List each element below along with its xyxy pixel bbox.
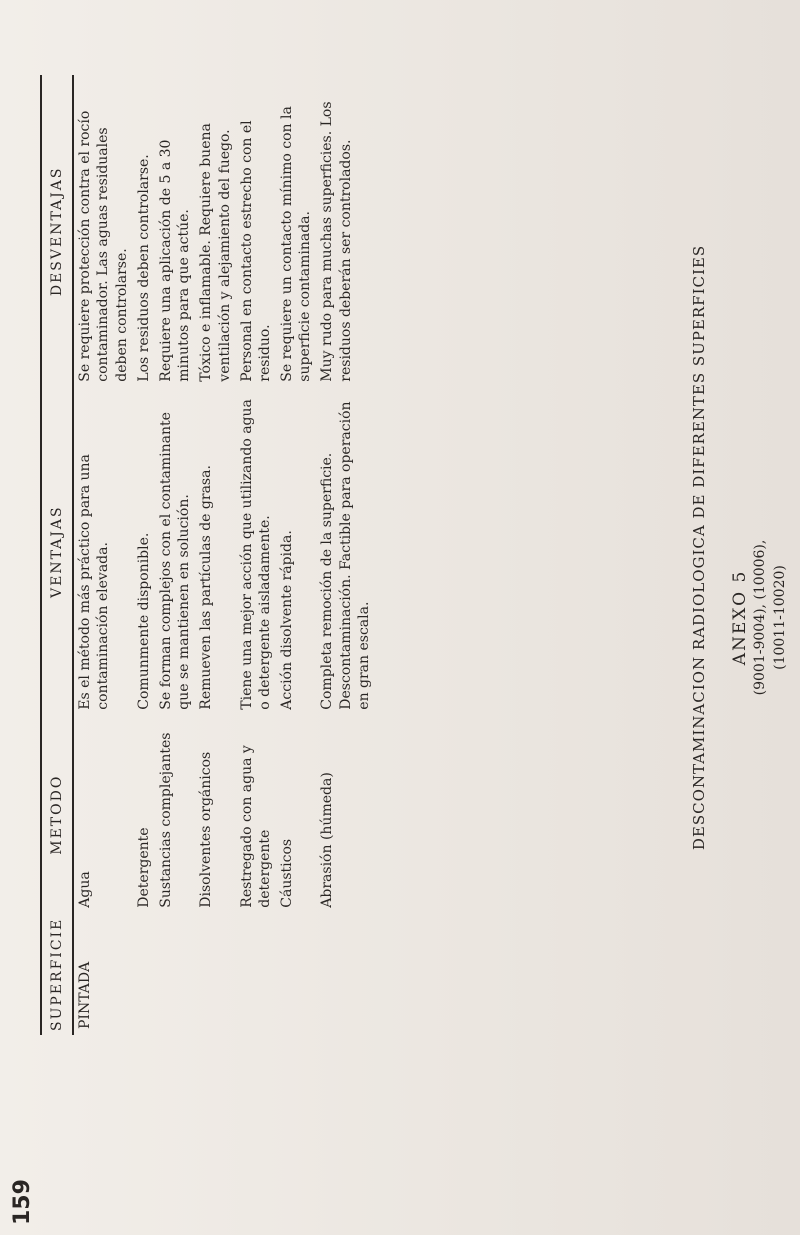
header-metodo: METODO (41, 716, 73, 914)
table-row (195, 75, 235, 1035)
cell-desventajas: Se requiere protección contra el rocío contaminador. Las aguas residuales deben controlarse. (77, 110, 130, 382)
cell-metodo: Sustancias complejantes (157, 732, 174, 908)
cell-desventajas: Tóxico e inflamable. Requiere buena ventilación y alejamiento del fuego. (198, 123, 233, 382)
table-row (73, 75, 133, 1035)
cell-superficie: PINTADA (77, 961, 94, 1029)
cell-superficie (276, 914, 316, 1035)
table-title: DESCONTAMINACION RADIOLOGICA DE DIFERENTES SUPERFICIES (690, 244, 708, 851)
page-number: 159 (10, 1179, 35, 1225)
cell-metodo: Cáusticos (279, 838, 296, 908)
cell-superficie (133, 914, 155, 1035)
cell-metodo: Detergente (135, 827, 152, 908)
header-ventajas: VENTAJAS (41, 388, 73, 716)
cell-metodo: Agua (77, 871, 94, 908)
header-superficie: SUPERFICIE (41, 914, 73, 1035)
table-row (155, 75, 195, 1035)
table-header-row (41, 75, 73, 1035)
cell-ventajas: Se forman complejos con el contaminante que se mantienen en solución. (157, 412, 193, 710)
cell-desventajas: Personal en contacto estrecho con el residuo. (238, 120, 273, 382)
table-row (316, 75, 375, 1035)
table-row (236, 75, 276, 1035)
cell-desventajas: Muy rudo para muchas superficies. Los residuos deberán ser controlados. (319, 101, 354, 382)
table-row (276, 75, 316, 1035)
cell-metodo: Disolventes orgánicos (198, 751, 215, 908)
anexo-title: ANEXO 5 (730, 569, 750, 666)
cell-ventajas: Tiene una mejor acción que utilizando agua o detergente aisladamente. (238, 399, 273, 710)
cell-ventajas: Comunmente disponible. (135, 532, 152, 710)
cell-metodo: Abrasión (húmeda) (319, 772, 336, 908)
cell-desventajas: Se requiere un contacto mínimo con la superficie contaminada. (279, 106, 314, 382)
cell-desventajas: Los residuos deben controlarse. (135, 154, 152, 382)
cell-ventajas: Acción disolvente rápida. (279, 530, 296, 710)
cell-desventajas: Requiere una aplicación de 5 a 30 minutos para que actúe. (157, 139, 193, 382)
cell-ventajas: Es el método más práctico para una contaminación elevada. (77, 454, 112, 710)
cell-ventajas: Remueven las partículas de grasa. (198, 465, 215, 710)
cell-superficie (316, 914, 375, 1035)
cell-ventajas: Completa remoción de la superficie. Descontaminación. Factible para operación en gran escala. (319, 401, 372, 710)
cell-metodo: Restregado con agua y detergente (238, 745, 273, 908)
header-desventajas: DESVENTAJAS (41, 75, 73, 388)
table-row (133, 75, 155, 1035)
cell-superficie (155, 914, 195, 1035)
anexo-codes: (9001-9004), (10006), (752, 539, 768, 696)
anexo-codes-2: (10011-10020) (772, 565, 788, 670)
decontamination-table (40, 75, 375, 1035)
cell-superficie (236, 914, 276, 1035)
cell-superficie (195, 914, 235, 1035)
